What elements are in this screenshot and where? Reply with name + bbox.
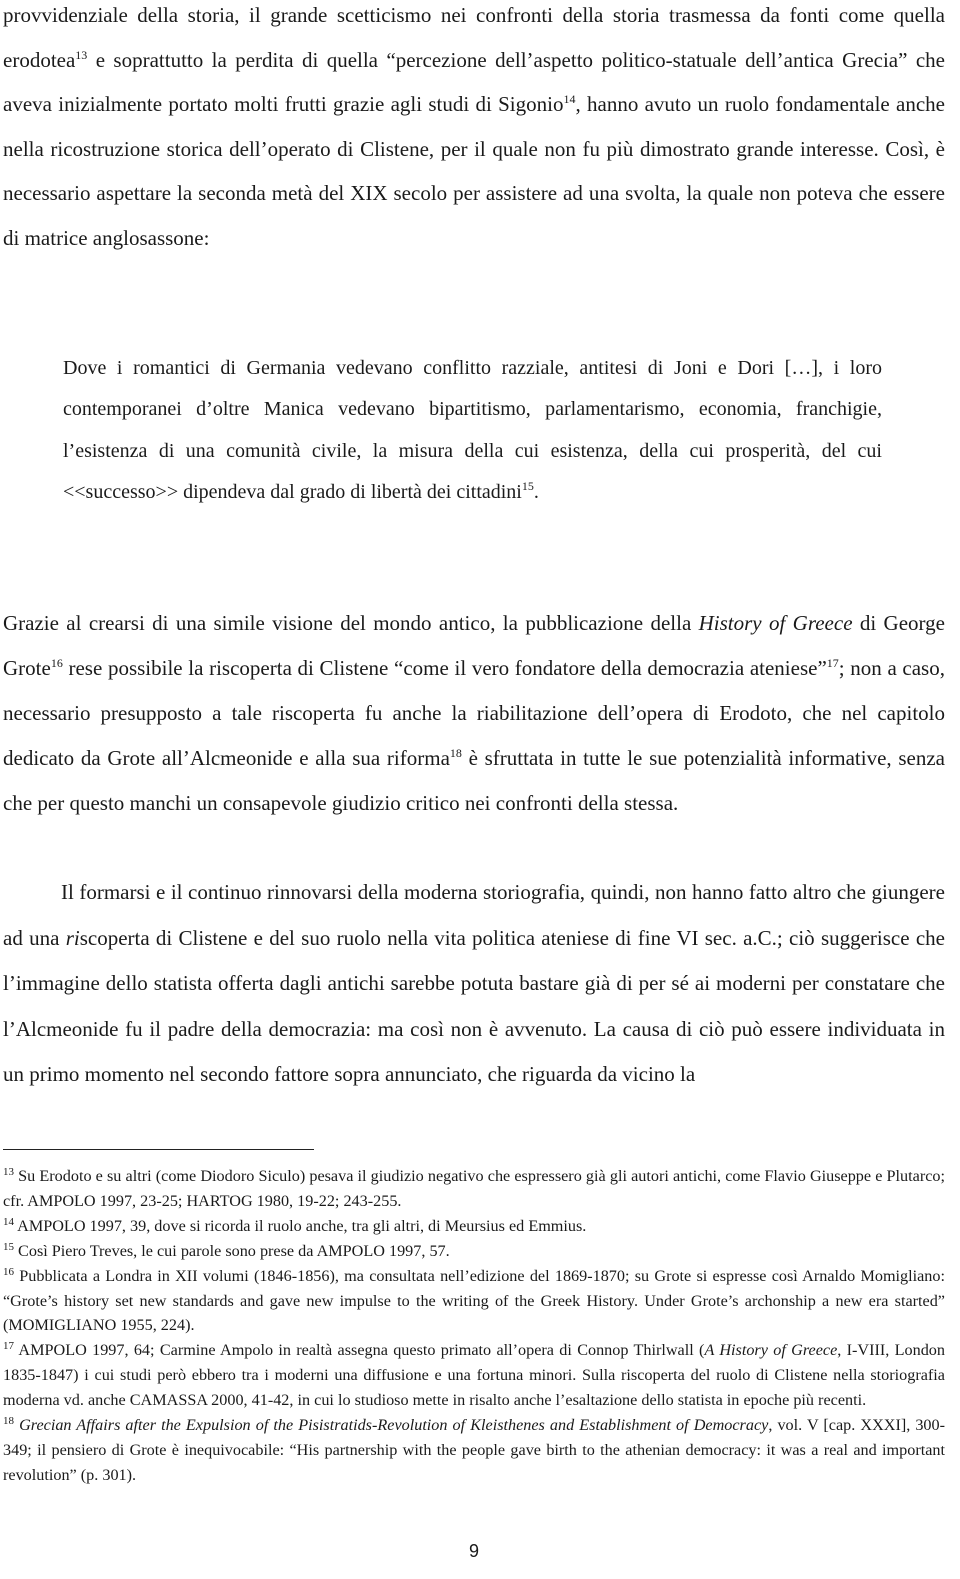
footnote-number: 16 (3, 1265, 14, 1278)
footnote-text: Pubblicata a Londra in XII volumi (1846-1856), ma consultata nell’edizione del 1869-1870; su Grote si espresse così Arnaldo Momigliano: “Grote’s history set new standards and gave new impulse to the writing of the Greek History. Under Grote’s archonship a new era started” (MOMIGLIANO 1955, 224). (3, 1266, 945, 1335)
footnote-number: 18 (3, 1415, 14, 1428)
quote-text: Dove i romantici di Germania vedevano conflitto razziale, antitesi di Joni e Dori […], i loro contemporanei d’oltre Manica vedevano bipartitismo, parlamentarismo, economia, franchigie, l’esistenza di una comunità civile, la misura della cui esistenza, della cui prosperità, del cui <<successo>> dipendeva dal grado di libertà dei cittadini (63, 357, 882, 503)
footnote-text: AMPOLO 1997, 39, dove si ricorda il ruolo anche, tra gli altri, di Meursius ed Emmius. (14, 1216, 587, 1235)
footnote-17 (3, 1338, 945, 1413)
text-run: provvidenziale della storia, il grande scetticismo nei confronti della storia trasmessa da fonti come quella erodotea (3, 3, 945, 72)
footnote-text: , I-VIII, London 1835-1847) i cui studi però ebbero tra i moderni una diffusione e una fortuna minori. Sulla riscoperta del ruolo di Clistene nella storiografia moderna vd. anche CAMASSA 2000, 41-42, in cui lo studioso mette in risalto anche l’esaltazione dello statista in epoche più recenti. (3, 1341, 945, 1410)
footnote-ref-17[interactable]: 17 (826, 656, 839, 670)
footnote-ref-14[interactable]: 14 (563, 92, 576, 107)
footnote-ref-13[interactable]: 13 (75, 47, 88, 62)
footnote-ref-16[interactable]: 16 (50, 656, 63, 670)
footnote-ref-18[interactable]: 18 (449, 746, 462, 760)
footnote-text: Così Piero Treves, le cui parole sono prese da AMPOLO 1997, 57. (14, 1241, 450, 1260)
text-run: è sfruttata in tutte le sue potenzialità informative, senza che per questo manchi un consapevole giudizio critico nei confronti della stessa. (3, 746, 945, 815)
page-number: 9 (468, 1541, 479, 1561)
book-title: History of Greece (698, 611, 853, 635)
footnote-ref-15[interactable]: 15 (521, 478, 534, 493)
text-run: e soprattutto la perdita di quella “percezione dell’aspetto politico-statuale dell’antica Grecia” che aveva inizialmente portato molti frutti grazie agli studi di Sigonio (3, 47, 945, 117)
text-run: di George Grote (3, 611, 945, 680)
text-run: , hanno avuto un ruolo fondamentale anche nella ricostruzione storica dell’operato di Clistene, per il quale non fu più dimostrato grande interesse. Così, è necessario aspettare la seconda metà del XIX secolo per assistere ad una svolta, la quale non poteva che essere di matrice anglosassone: (3, 92, 945, 250)
body-paragraph-1 (3, 0, 945, 261)
emphasis: ri (65, 925, 80, 950)
block-quote (63, 348, 882, 513)
footnote-number: 17 (3, 1340, 14, 1353)
footnote-15 (3, 1239, 945, 1264)
footnote-14 (3, 1214, 945, 1239)
text-run: Il formarsi e il continuo rinnovarsi della moderna storiografia, quindi, non hanno fatto altro che giungere ad una (3, 880, 945, 950)
footnote-13 (3, 1164, 945, 1214)
footnote-text: Su Erodoto e su altri (come Diodoro Siculo) pesava il giudizio negativo che espressero già gli autori antichi, come Flavio Giuseppe e Plutarco; cfr. AMPOLO 1997, 23-25; HARTOG 1980, 19-22; 243-255. (3, 1167, 945, 1210)
text-run: scoperta di Clistene e del suo ruolo nella vita politica ateniese di fine VI sec. a.C.; ciò suggerisce che l’immagine dello statista offerta dagli antichi sarebbe potuta bastare già di per sé ai moderni per constatare che l’Alcmeonide fu il padre della democrazia: ma così non è avvenuto. La causa di ciò può essere individuata in un primo momento nel secondo fattore sopra annunciato, che riguarda da vicino la (3, 925, 945, 1087)
footnote-separator (3, 1149, 314, 1150)
footnote-18 (3, 1413, 945, 1488)
text-run: ; non a caso, necessario presupposto a tale riscoperta fu anche la riabilitazione dell’opera di Erodoto, che nel capitolo dedicato da Grote all’Alcmeonide e alla sua riforma (3, 656, 945, 770)
footnote-16 (3, 1264, 945, 1339)
footnotes (3, 1164, 945, 1488)
footnote-number: 15 (3, 1240, 14, 1253)
text-run: Grazie al crearsi di una simile visione del mondo antico, la pubblicazione della (3, 611, 699, 635)
body-paragraph-2 (3, 601, 945, 826)
text-run: . (533, 480, 539, 503)
book-title: Grecian Affairs after the Expulsion of the Pisistratids-Revolution of Kleisthenes and Establishment of Democracy (19, 1416, 769, 1435)
body-paragraph-3 (3, 870, 945, 1098)
footnote-number: 14 (3, 1215, 14, 1228)
footnote-text: AMPOLO 1997, 64; Carmine Ampolo in realtà assegna questo primato all’opera di Connop Thirlwall ( (14, 1341, 705, 1360)
footnote-number: 13 (3, 1166, 14, 1178)
book-title: A History of Greece (704, 1341, 838, 1360)
text-run: rese possibile la riscoperta di Clistene “come il vero fondatore della democrazia ateniese” (62, 656, 827, 680)
footnote-text: , vol. V [cap. XXXI], 300-349; il pensiero di Grote è inequivocabile: “His partnership with the people gave birth to the athenian democracy: it was a real and important revolution” (p. 301). (3, 1416, 946, 1484)
